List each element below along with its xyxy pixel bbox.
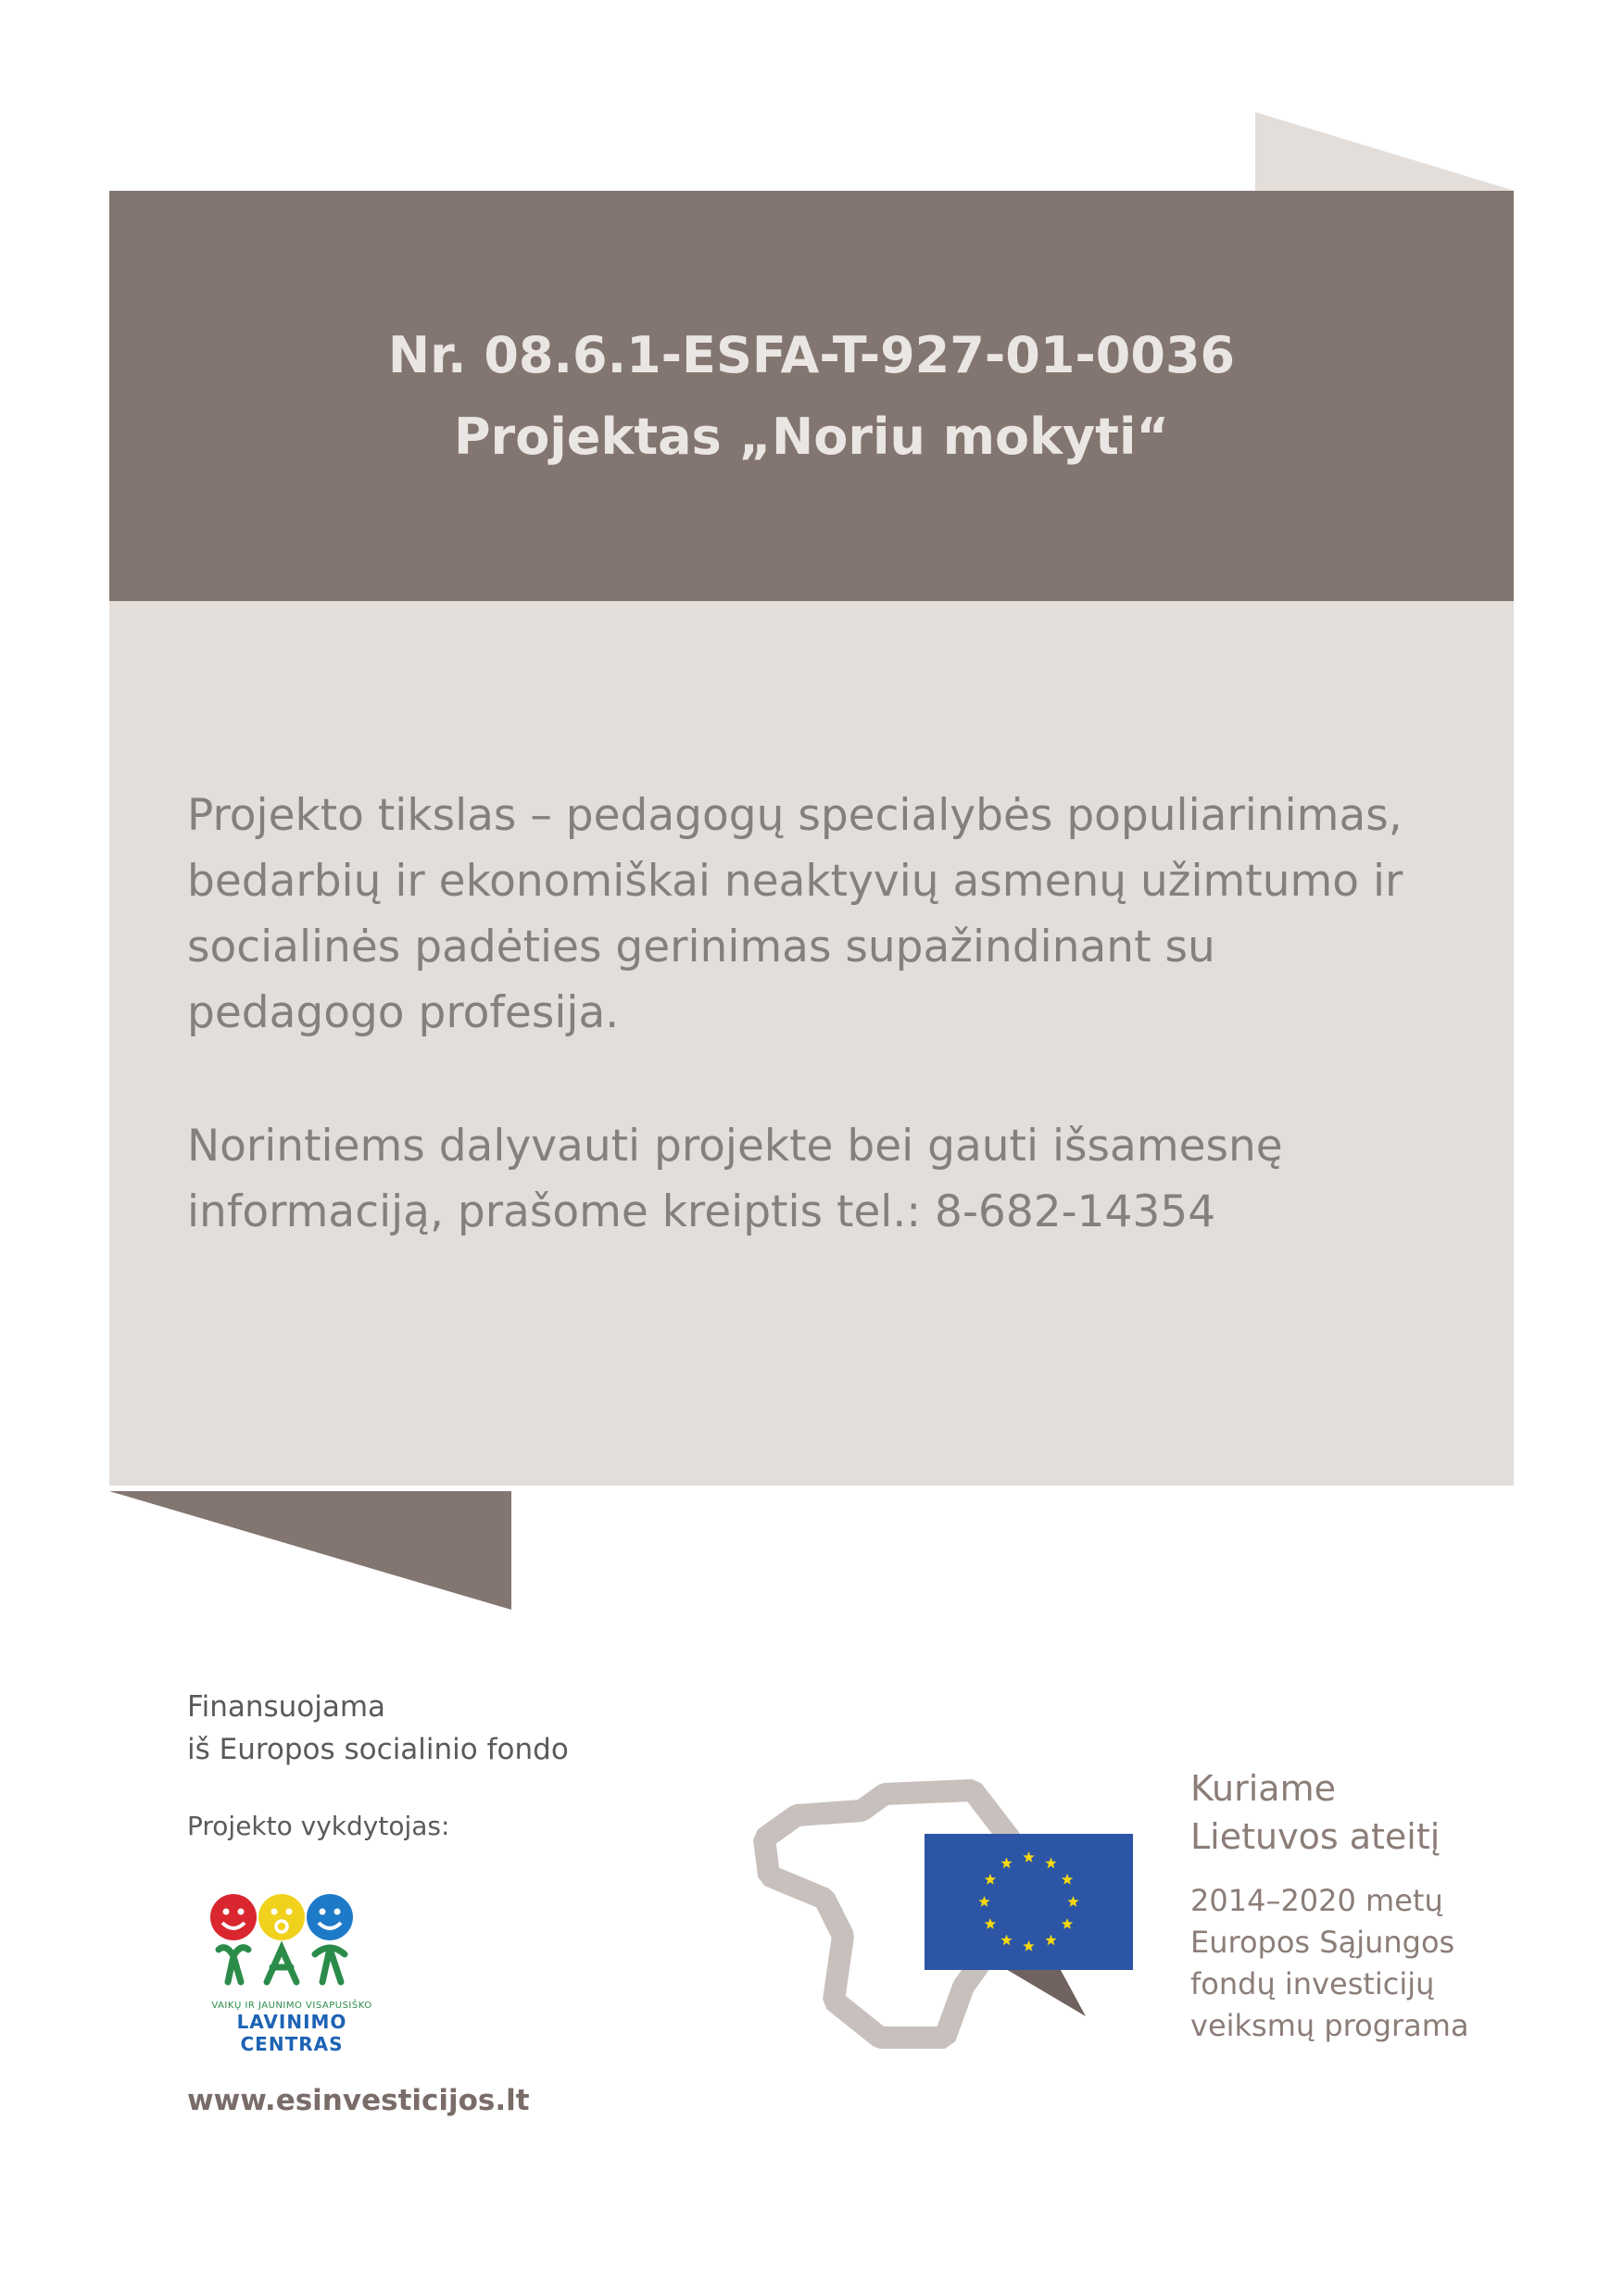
goal-line: pedagogo profesija.	[187, 987, 620, 1038]
project-name: Projektas „Noriu mokyti“	[453, 408, 1169, 466]
vlc-logo-line1: VAIKŲ IR JAUNIMO VISAPUSIŠKO	[211, 2001, 372, 2011]
funding-note	[187, 1686, 569, 1771]
project-number: Nr. 08.6.1-ESFA-T-927-01-0036	[387, 326, 1236, 384]
contact-line: Norintiems dalyvauti projekte bei gauti išsamesnę	[187, 1121, 1283, 1172]
goal-line: socialinės padėties gerinimas supažindinant su	[187, 922, 1215, 972]
contact-paragraph	[187, 1113, 1466, 1245]
funding-line: Finansuojama	[187, 1690, 386, 1724]
eu-flag-icon	[925, 1834, 1133, 1970]
ribbon-fold-bottom-left	[109, 1486, 513, 1612]
slogan	[1190, 1764, 1440, 1861]
program-line: 2014–2020 metų	[1190, 1883, 1443, 1918]
goal-line: Projekto tikslas – pedagogų specialybės populiarinimas,	[187, 790, 1403, 841]
vlc-logo-line2: LAVINIMO CENTRAS	[236, 2011, 347, 2055]
executor-label: Projekto vykdytojas:	[187, 1811, 450, 1841]
program-line: Europos Sąjungos	[1190, 1925, 1455, 1960]
funding-line: iš Europos socialinio fondo	[187, 1733, 569, 1766]
program-line: fondų investicijų	[1190, 1966, 1435, 2001]
program-line: veiksmų programa	[1190, 2008, 1469, 2043]
ribbon-fold-top-right	[1251, 109, 1519, 194]
vlc-logo-caption	[185, 2001, 398, 2055]
contact-line: informaciją, prašome kreiptis tel.: 8-682-14354	[187, 1186, 1216, 1237]
program-name	[1190, 1880, 1469, 2047]
vlc-logo	[206, 1889, 372, 2001]
website-link[interactable]: www.esinvesticijos.lt	[187, 2084, 530, 2117]
slogan-line: Kuriame	[1190, 1768, 1336, 1809]
project-goal-paragraph	[187, 783, 1466, 1046]
goal-line: bedarbių ir ekonomiškai neaktyvių asmenų užimtumo ir	[187, 856, 1403, 907]
slogan-line: Lietuvos ateitį	[1190, 1816, 1441, 1857]
project-title	[109, 315, 1514, 478]
